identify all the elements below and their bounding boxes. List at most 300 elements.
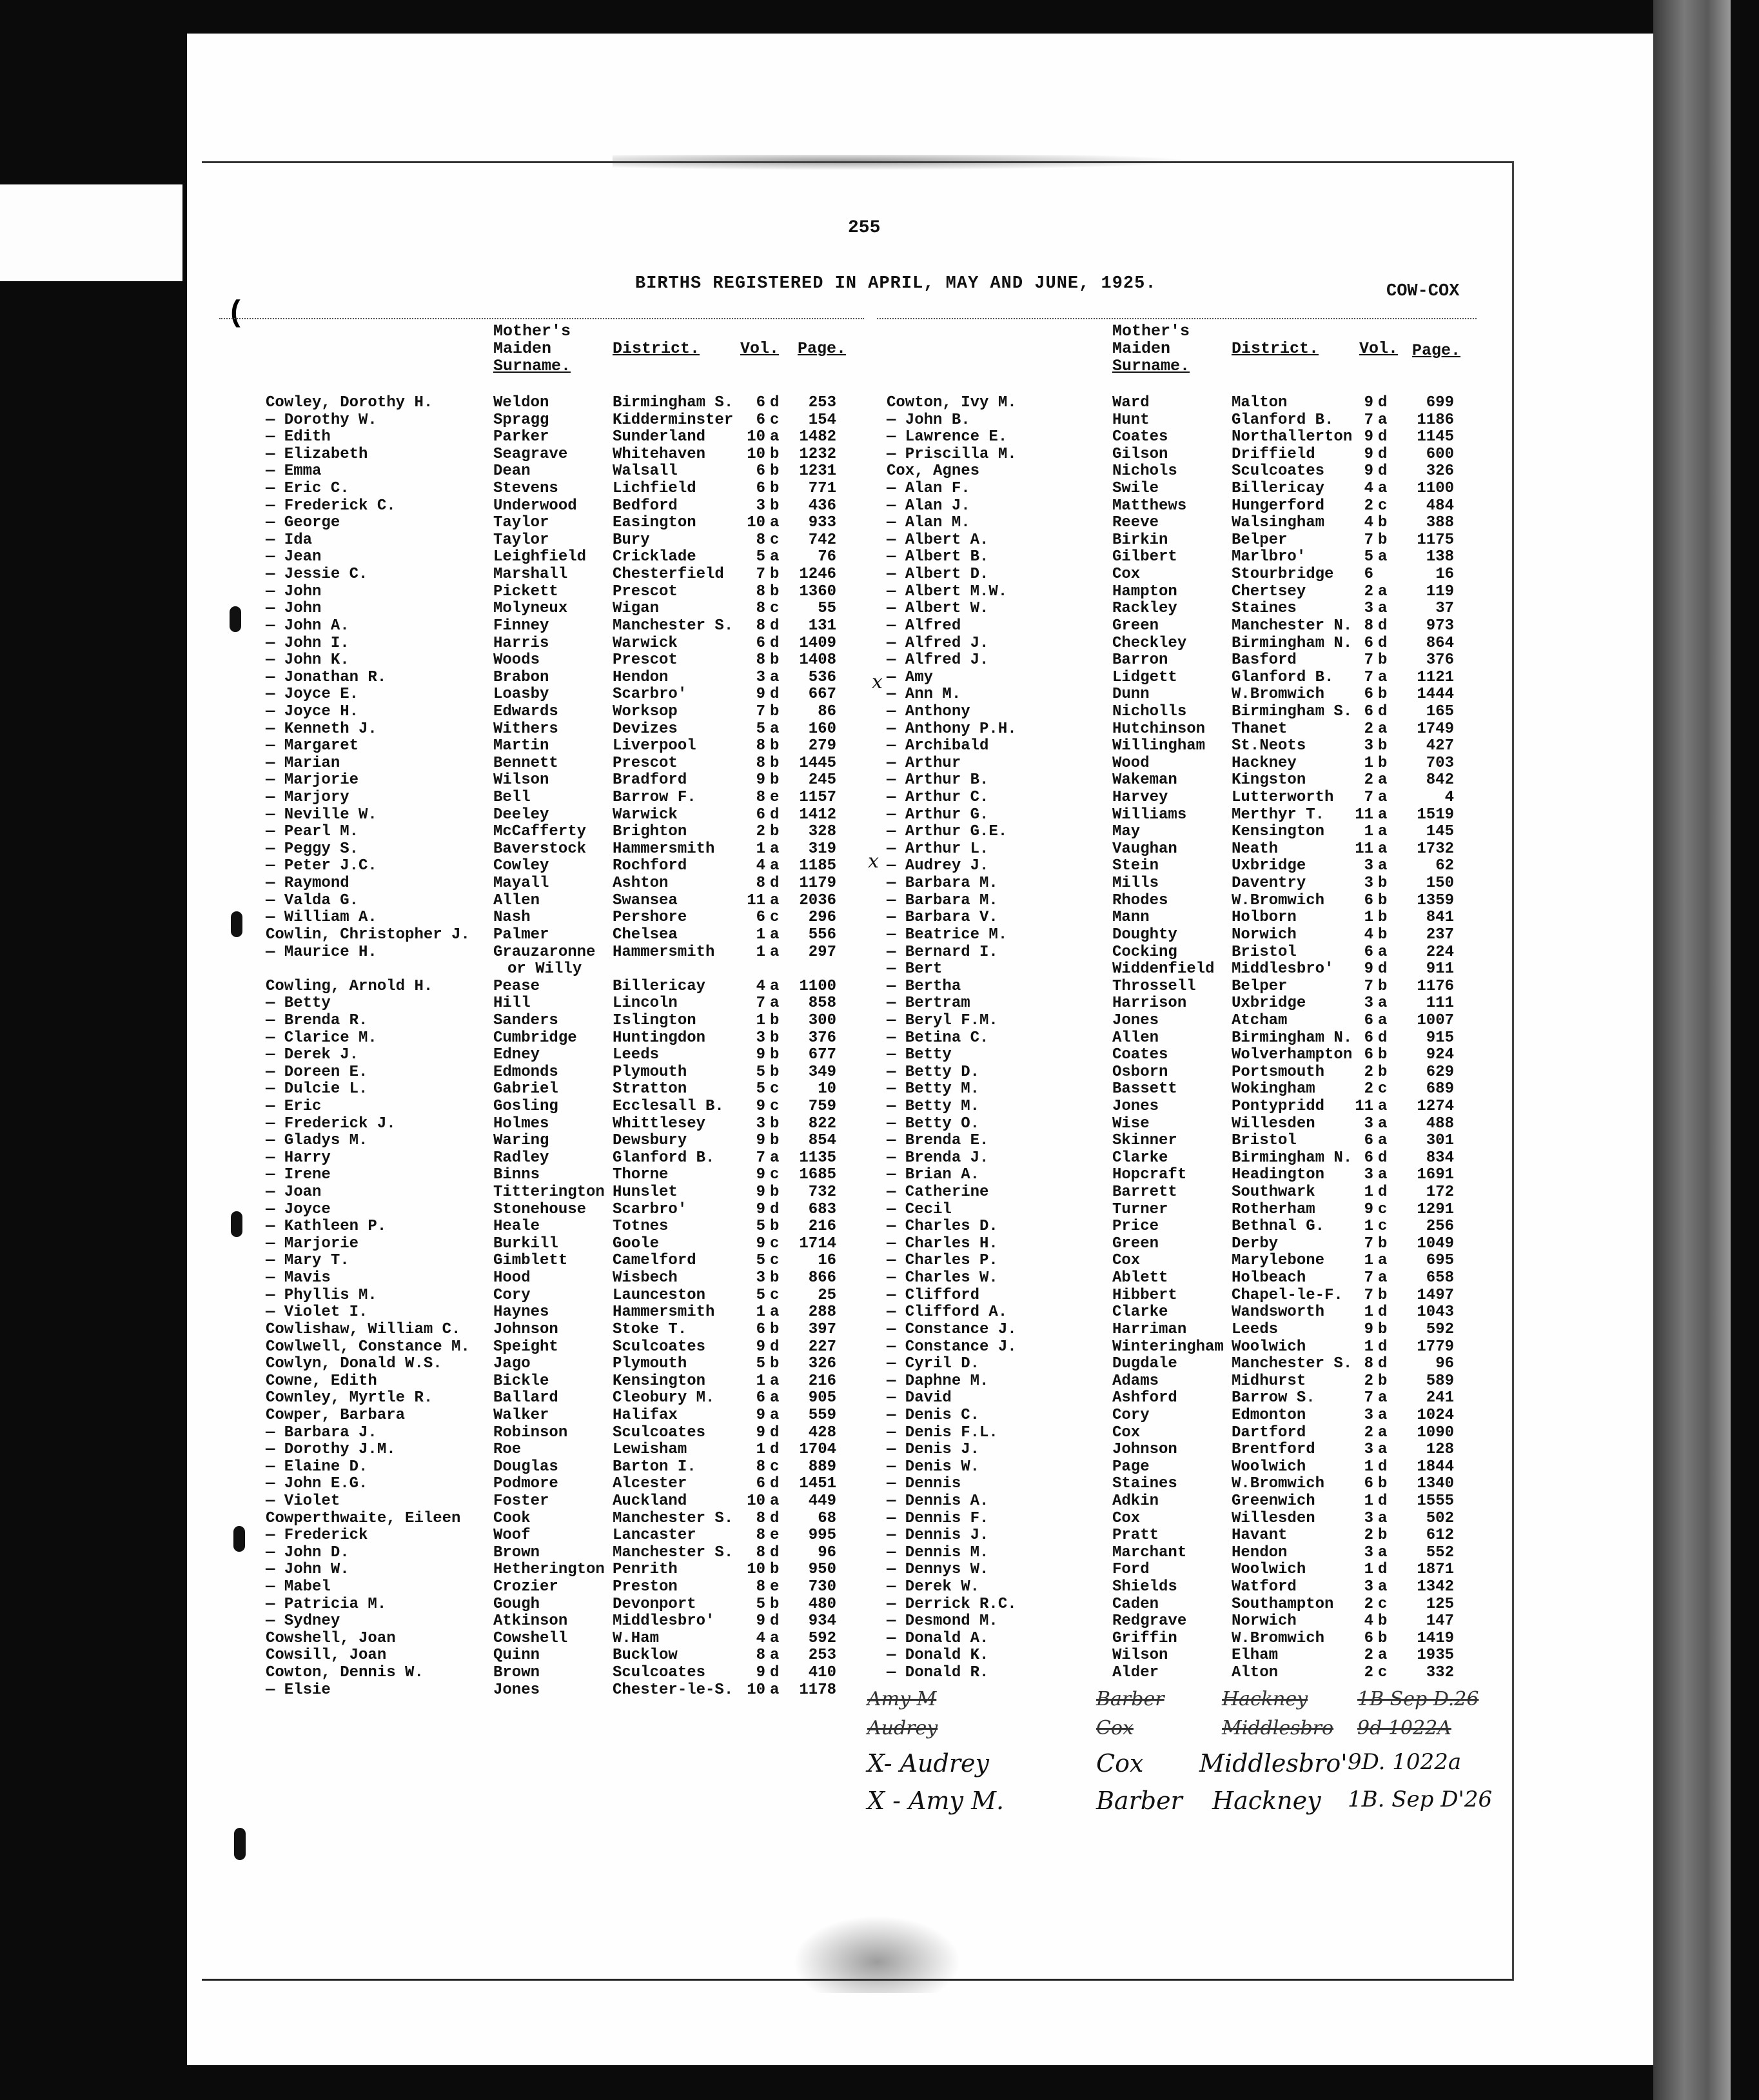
entry-maiden-surname: Hetherington: [493, 1561, 605, 1579]
entry-page: 589: [1426, 1372, 1454, 1390]
entry-volume: 1: [1364, 909, 1373, 927]
entry-district: Elham: [1232, 1647, 1279, 1665]
scan-side-strip: [0, 184, 182, 281]
entry-name: — Arthur G.E.: [887, 823, 1008, 841]
entry-page: 300: [808, 1011, 836, 1029]
entry-volume-letter: b: [1378, 1372, 1388, 1390]
entry-page: 1157: [799, 789, 836, 807]
entry-district: Atcham: [1232, 1011, 1288, 1029]
register-entry: [266, 1098, 846, 1115]
entry-page: 154: [808, 411, 836, 429]
entry-volume-letter: d: [770, 875, 780, 893]
register-entry: [887, 1372, 1467, 1390]
register-entry: [887, 1389, 1467, 1407]
entry-volume: 3: [1364, 995, 1373, 1013]
entry-volume: 7: [1364, 651, 1373, 669]
entry-district: Thanet: [1232, 720, 1288, 738]
entry-page: 1100: [1417, 480, 1454, 498]
entry-name: Cowton, Ivy M.: [887, 394, 1017, 411]
header-district-left: District.: [613, 339, 700, 358]
entry-district: Ecclesall B.: [613, 1097, 724, 1115]
entry-page: 1178: [799, 1681, 836, 1699]
entry-volume: 6: [1364, 1029, 1373, 1047]
entry-district: Plymouth: [613, 1063, 687, 1081]
register-entry: [887, 1115, 1467, 1133]
register-entry: [887, 686, 1467, 703]
register-entry: [887, 480, 1467, 497]
entry-maiden-surname: Dunn: [1112, 686, 1150, 704]
register-entry: [266, 480, 846, 497]
entry-volume-letter: b: [1378, 1286, 1388, 1304]
entry-volume: 6: [1364, 1475, 1373, 1493]
entry-volume: 6: [756, 1320, 765, 1338]
entry-maiden-surname: Williams: [1112, 806, 1187, 824]
handwritten-name: X - Amy M.: [867, 1787, 1005, 1815]
entry-volume: 3: [1364, 1509, 1373, 1527]
entry-volume: 8: [756, 1509, 765, 1527]
entry-name: — Arthur G.: [887, 806, 989, 824]
entry-page: 1482: [799, 428, 836, 446]
entry-volume: 8: [756, 737, 765, 755]
entry-volume-letter: a: [1378, 806, 1388, 824]
entry-district: Walsingham: [1232, 514, 1325, 532]
entry-page: 319: [808, 840, 836, 858]
scan-smudge: [793, 1916, 961, 1993]
entry-page: 1342: [1417, 1578, 1454, 1596]
entry-maiden-surname: Stonehouse: [493, 1200, 587, 1218]
entry-volume-letter: b: [1378, 875, 1388, 893]
entry-volume-letter: d: [770, 1509, 780, 1527]
entry-name: — Alfred: [887, 617, 961, 635]
entry-district: Lewisham: [613, 1441, 687, 1459]
entry-page: 732: [808, 1184, 836, 1202]
entry-volume-letter: c: [770, 1166, 780, 1184]
entry-volume-letter: b: [1378, 651, 1388, 669]
entry-volume: 2: [1364, 1527, 1373, 1545]
entry-volume: 1: [756, 1303, 765, 1322]
entry-name: — Denis F.L.: [887, 1423, 998, 1441]
entry-volume: 8: [1364, 617, 1373, 635]
entry-district: Manchester S.: [613, 1543, 734, 1561]
entry-volume: 9: [756, 771, 765, 789]
register-entry: [266, 497, 846, 515]
entry-name: — Betty: [887, 1046, 952, 1064]
entry-volume-letter: a: [770, 840, 780, 858]
entry-volume: 6: [756, 1389, 765, 1407]
entry-maiden-surname: Barrett: [1112, 1184, 1177, 1202]
register-entry: [887, 1184, 1467, 1201]
entry-maiden-surname: Hunt: [1112, 411, 1150, 429]
entry-volume-letter: b: [1378, 891, 1388, 909]
entry-district: Norwich: [1232, 926, 1297, 944]
entry-district: Woolwich: [1232, 1338, 1306, 1356]
entry-name: — Charles H.: [887, 1234, 998, 1253]
entry-maiden-surname: Johnson: [1112, 1441, 1177, 1459]
entry-volume: 7: [1364, 977, 1373, 995]
entry-volume: 11: [1355, 1097, 1373, 1115]
entry-volume-letter: a: [1378, 1509, 1388, 1527]
entry-volume: 2: [1364, 1372, 1373, 1390]
entry-district: Northallerton: [1232, 428, 1353, 446]
entry-page: 1135: [799, 1149, 836, 1167]
entry-page: 834: [1426, 1149, 1454, 1167]
entry-page: 76: [818, 548, 836, 566]
entry-district: Willesden: [1232, 1509, 1315, 1527]
entry-page: 253: [808, 394, 836, 411]
entry-name: — Barbara M.: [887, 875, 998, 893]
entry-page: 1409: [799, 634, 836, 652]
dotted-rule: [877, 318, 1477, 319]
entry-name: — Albert B.: [887, 548, 989, 566]
entry-page: 502: [1426, 1509, 1454, 1527]
entry-district: Totnes: [613, 1218, 669, 1236]
entry-district: Havant: [1232, 1527, 1288, 1545]
entry-maiden-surname: Marchant: [1112, 1543, 1187, 1561]
entry-page: 995: [808, 1527, 836, 1545]
register-entry: [887, 446, 1467, 463]
entry-volume: 11: [747, 891, 765, 909]
entry-district: Kensington: [613, 1372, 706, 1390]
entry-volume: 1: [1364, 1184, 1373, 1202]
register-entry: [887, 1098, 1467, 1115]
entry-district: Sculcoates: [613, 1423, 706, 1441]
entry-volume: 8: [756, 1647, 765, 1665]
entry-page: 742: [808, 531, 836, 549]
entry-volume-letter: b: [770, 1355, 780, 1373]
register-entry: [887, 1561, 1467, 1578]
entry-district: Barrow F.: [613, 789, 696, 807]
entry-volume-letter: c: [1378, 1200, 1388, 1218]
entry-name: — Violet I.: [266, 1303, 368, 1322]
entry-name: Cowley, Dorothy H.: [266, 394, 433, 411]
entry-page: 1176: [1417, 977, 1454, 995]
entry-district: Chelsea: [613, 926, 678, 944]
entry-name: — George: [266, 514, 340, 532]
entry-volume-letter: b: [770, 754, 780, 772]
entry-district: Cleobury M.: [613, 1389, 715, 1407]
entry-volume-letter: b: [1378, 1063, 1388, 1081]
entry-volume: 5: [756, 1080, 765, 1098]
entry-name: — Irene: [266, 1166, 331, 1184]
register-entry: [266, 1080, 846, 1098]
entry-page: 934: [808, 1612, 836, 1630]
entry-name: — Catherine: [887, 1184, 989, 1202]
entry-district: Middlesbro': [1232, 960, 1334, 978]
entry-name: — Derek W.: [887, 1578, 980, 1596]
entry-volume-letter: b: [770, 823, 780, 841]
entry-volume: 9: [756, 1664, 765, 1682]
entry-page: 16: [818, 1252, 836, 1270]
entry-maiden-surname: Hutchinson: [1112, 720, 1206, 738]
handwritten-struck-name: Amy M: [867, 1688, 937, 1710]
entry-maiden-surname: Taylor: [493, 531, 549, 549]
entry-name: — Peter J.C.: [266, 857, 377, 875]
register-entry: [266, 686, 846, 703]
entry-volume: 1: [1364, 1252, 1373, 1270]
entry-volume: 4: [756, 1629, 765, 1647]
entry-maiden-surname: Pease: [493, 977, 540, 995]
entry-page: 1412: [799, 806, 836, 824]
handwritten-struck-district: Middlesbro: [1222, 1717, 1334, 1739]
entry-volume: 7: [756, 995, 765, 1013]
register-entry: [887, 1338, 1467, 1356]
entry-page: 1704: [799, 1441, 836, 1459]
entry-maiden-surname: Nichols: [1112, 462, 1177, 480]
entry-page: 16: [1435, 566, 1454, 584]
entry-volume: 1: [1364, 1458, 1373, 1476]
entry-volume: 8: [756, 789, 765, 807]
entry-district: Greenwich: [1232, 1492, 1315, 1510]
entry-volume-letter: a: [770, 1149, 780, 1167]
entry-volume: 6: [1364, 1011, 1373, 1029]
entry-name: — Albert A.: [887, 531, 989, 549]
entry-volume: 7: [1364, 531, 1373, 549]
handwritten-struck-maiden: Barber: [1096, 1688, 1164, 1710]
register-entry: [887, 1235, 1467, 1253]
entry-district: Manchester N.: [1232, 617, 1353, 635]
register-entry: [266, 1407, 846, 1424]
entry-name: — Ida: [266, 531, 313, 549]
entry-maiden-surname: Wakeman: [1112, 771, 1177, 789]
register-entry: [887, 1029, 1467, 1047]
entry-district: Swansea: [613, 891, 678, 909]
entry-page: 1340: [1417, 1475, 1454, 1493]
entry-volume: 8: [1364, 1355, 1373, 1373]
register-entry: [266, 1458, 846, 1476]
entry-page: 1145: [1417, 428, 1454, 446]
entry-page: 924: [1426, 1046, 1454, 1064]
entry-page: 1497: [1417, 1286, 1454, 1304]
entry-volume: 8: [756, 754, 765, 772]
entry-volume-letter: a: [1378, 480, 1388, 498]
register-entry: [266, 789, 846, 806]
entry-volume-letter: d: [1378, 617, 1388, 635]
entry-volume-letter: d: [1378, 1458, 1388, 1476]
entry-volume-letter: d: [770, 1612, 780, 1630]
entry-volume-letter: e: [770, 789, 780, 807]
entry-maiden-surname: Waring: [493, 1132, 549, 1150]
entry-name: Cox, Agnes: [887, 462, 980, 480]
entry-volume-letter: b: [770, 497, 780, 515]
entry-volume-letter: b: [770, 702, 780, 720]
entry-page: 699: [1426, 394, 1454, 411]
entry-name: — Betty D.: [887, 1063, 980, 1081]
entry-name: — Beatrice M.: [887, 926, 1008, 944]
entry-volume: 8: [756, 1543, 765, 1561]
register-entry: [887, 462, 1467, 480]
entry-name: — Eric: [266, 1097, 322, 1115]
register-entry: [266, 1527, 846, 1544]
entry-district: Kidderminster: [613, 411, 734, 429]
entry-district: W.Bromwich: [1232, 686, 1325, 704]
entry-volume: 9: [1364, 428, 1373, 446]
entry-maiden-surname: Throssell: [1112, 977, 1196, 995]
entry-volume-letter: b: [770, 1063, 780, 1081]
entry-district: Wigan: [613, 600, 660, 618]
entry-page: 1408: [799, 651, 836, 669]
entry-district: Halifax: [613, 1406, 678, 1424]
entry-volume-letter: a: [1378, 411, 1388, 429]
entry-maiden-surname: Willingham: [1112, 737, 1206, 755]
register-entry: [887, 1287, 1467, 1304]
entry-name: — Patricia M.: [266, 1595, 387, 1613]
entry-name: — Dorothy W.: [266, 411, 377, 429]
register-entry: [266, 892, 846, 909]
entry-name: — Betty M.: [887, 1080, 980, 1098]
entry-volume-letter: a: [1378, 943, 1388, 961]
entry-name: — Alan F.: [887, 480, 970, 498]
entry-district: Bethnal G.: [1232, 1218, 1325, 1236]
entry-volume: 3: [1364, 737, 1373, 755]
entry-district: Bedford: [613, 497, 678, 515]
entry-page: 241: [1426, 1389, 1454, 1407]
entry-name: — Jessie C.: [266, 566, 368, 584]
entry-district: Billericay: [1232, 480, 1325, 498]
entry-volume: 8: [756, 1458, 765, 1476]
entry-name: — Dennis A.: [887, 1492, 989, 1510]
entry-name: — Donald A.: [887, 1629, 989, 1647]
entry-name: — Amy: [887, 668, 934, 686]
entry-name: — Jean: [266, 548, 322, 566]
entry-name: — Albert M.W.: [887, 582, 1008, 600]
entry-volume: 6: [1364, 566, 1373, 584]
register-entry: [887, 600, 1467, 617]
entry-volume: 1: [756, 1372, 765, 1390]
entry-district: Chertsey: [1232, 582, 1306, 600]
entry-district: Leeds: [613, 1046, 660, 1064]
entry-name: — Daphne M.: [887, 1372, 989, 1390]
entry-page: 822: [808, 1114, 836, 1133]
entry-volume: 4: [1364, 926, 1373, 944]
entry-volume-letter: a: [770, 1647, 780, 1665]
entry-name: — Mary T.: [266, 1252, 349, 1270]
entry-volume-letter: d: [770, 1543, 780, 1561]
entry-maiden-surname: Podmore: [493, 1475, 558, 1493]
register-entry: [266, 1596, 846, 1613]
entry-volume-letter: d: [1378, 428, 1388, 446]
entry-maiden-surname: Cox: [1112, 566, 1141, 584]
entry-name: — Joyce E.: [266, 686, 359, 704]
punch-hole: [230, 606, 241, 632]
entry-name: Cowperthwaite, Eileen: [266, 1509, 461, 1527]
entry-volume: 10: [747, 1681, 765, 1699]
entry-maiden-surname: Griffin: [1112, 1629, 1177, 1647]
entry-maiden-surname: Foster: [493, 1492, 549, 1510]
entry-page: 119: [1426, 582, 1454, 600]
entry-district: Wolverhampton: [1232, 1046, 1353, 1064]
entry-page: 1359: [1417, 891, 1454, 909]
register-entry: [266, 823, 846, 840]
entry-volume: 7: [1364, 1286, 1373, 1304]
register-entry: [887, 1218, 1467, 1235]
entry-maiden-surname: Hibbert: [1112, 1286, 1177, 1304]
entry-volume: 6: [756, 806, 765, 824]
entry-name: Cowton, Dennis W.: [266, 1664, 424, 1682]
entry-maiden-surname: Burkill: [493, 1234, 558, 1253]
entry-district: Willesden: [1232, 1114, 1315, 1133]
entry-maiden-surname: Swile: [1112, 480, 1159, 498]
entry-district: Hammersmith: [613, 1303, 715, 1322]
entry-name: — Beryl F.M.: [887, 1011, 998, 1029]
entry-page: 1175: [1417, 531, 1454, 549]
entry-volume-letter: a: [770, 514, 780, 532]
entry-volume: 7: [756, 702, 765, 720]
entry-maiden-surname: Barron: [1112, 651, 1168, 669]
entry-volume: 2: [1364, 1595, 1373, 1613]
entry-name: — John I.: [266, 634, 349, 652]
entry-page: 147: [1426, 1612, 1454, 1630]
entry-maiden-surname: Roe: [493, 1441, 522, 1459]
entry-maiden-surname: Ward: [1112, 394, 1150, 411]
entry-name: — John W.: [266, 1561, 349, 1579]
entry-maiden-surname: Loasby: [493, 686, 549, 704]
entry-volume: 6: [1364, 1046, 1373, 1064]
entry-maiden-surname: Gough: [493, 1595, 540, 1613]
entry-maiden-surname: Radley: [493, 1149, 549, 1167]
entry-maiden-surname: Quinn: [493, 1647, 540, 1665]
entry-name: — Dennys W.: [887, 1561, 989, 1579]
entry-district: Auckland: [613, 1492, 687, 1510]
entry-volume: 3: [756, 1114, 765, 1133]
entry-name: — John B.: [887, 411, 970, 429]
entry-volume: 6: [1364, 1132, 1373, 1150]
entry-volume: 7: [1364, 668, 1373, 686]
entry-name: Cowlishaw, William C.: [266, 1320, 461, 1338]
register-entry: [266, 1201, 846, 1218]
register-entry: [887, 1612, 1467, 1630]
entry-maiden-surname: Jones: [493, 1681, 540, 1699]
entry-volume: 1: [756, 926, 765, 944]
handwritten-name: X- Audrey: [867, 1749, 989, 1778]
entry-volume-letter: d: [1378, 1184, 1388, 1202]
header-vol-left: Vol.: [740, 339, 780, 358]
entry-page: 1024: [1417, 1406, 1454, 1424]
register-entry: [887, 1492, 1467, 1510]
entry-name: — Elizabeth: [266, 445, 368, 463]
entry-page: 1519: [1417, 806, 1454, 824]
entry-volume: 8: [756, 531, 765, 549]
header-maiden-line: Maiden: [1112, 339, 1171, 358]
entry-maiden-surname: Birkin: [1112, 531, 1168, 549]
entry-district: Staines: [1232, 600, 1297, 618]
entry-volume-letter: b: [1378, 1234, 1388, 1253]
header-maiden-right: [1112, 322, 1190, 375]
entry-name: — Edith: [266, 428, 331, 446]
entry-page: 1419: [1417, 1629, 1454, 1647]
entry-maiden-surname: Rhodes: [1112, 891, 1168, 909]
entry-district: Bucklow: [613, 1647, 678, 1665]
entry-volume-letter: a: [1378, 1543, 1388, 1561]
handwritten-struck-maiden: Cox: [1096, 1717, 1134, 1739]
entry-name: — Dennis M.: [887, 1543, 989, 1561]
header-maiden-line: Maiden: [493, 339, 552, 358]
entry-district: Scarbro': [613, 1200, 687, 1218]
entry-volume: 5: [756, 548, 765, 566]
entry-volume-letter: b: [770, 1320, 780, 1338]
entry-name: — Eric C.: [266, 480, 349, 498]
register-entry: [266, 1166, 846, 1184]
entry-name: — Arthur C.: [887, 789, 989, 807]
entry-maiden-surname: Wilson: [1112, 1647, 1168, 1665]
entry-volume: 8: [756, 875, 765, 893]
entry-volume: 8: [756, 1578, 765, 1596]
entry-page: 332: [1426, 1664, 1454, 1682]
entry-volume-letter: d: [770, 1338, 780, 1356]
entry-volume-letter: e: [770, 1578, 780, 1596]
entry-district: Barton I.: [613, 1458, 696, 1476]
entry-volume: 6: [756, 480, 765, 498]
register-entry: [887, 789, 1467, 806]
